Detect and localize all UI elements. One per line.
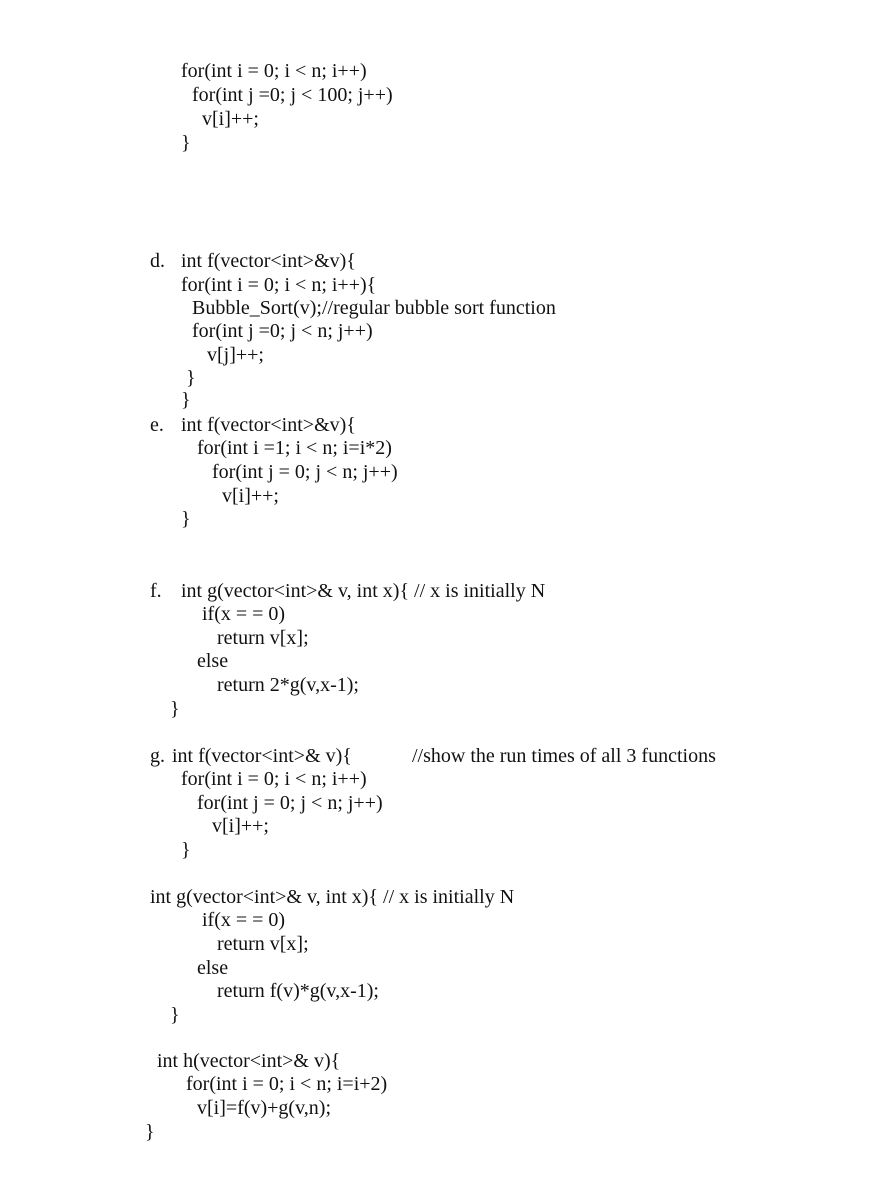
code-line: int f(vector<int>&v){ (181, 414, 356, 436)
code-line: for(int j = 0; j < n; j++) (197, 792, 383, 814)
code-line: v[i]++; (222, 485, 279, 507)
code-line: int f(vector<int>& v){ (172, 745, 352, 767)
code-line: for(int i = 0; i < n; i++) (181, 768, 367, 790)
item-label: f. (150, 580, 162, 602)
code-comment: //show the run times of all 3 functions (412, 745, 716, 767)
code-line: int g(vector<int>& v, int x){ // x is initially N (181, 580, 546, 602)
item-label: g. (150, 745, 165, 767)
code-line: } (145, 1121, 155, 1143)
code-line: for(int i = 0; i < n; i=i+2) (186, 1073, 388, 1095)
code-line: } (181, 132, 191, 154)
code-line: } (170, 1004, 180, 1026)
code-line: } (181, 508, 191, 530)
code-line: return v[x]; (217, 933, 309, 955)
code-line: if(x = = 0) (202, 909, 286, 931)
code-line: if(x = = 0) (202, 603, 286, 625)
item-label: e. (150, 414, 164, 436)
code-line: v[j]++; (207, 344, 264, 366)
code-line: Bubble_Sort(v);//regular bubble sort function (192, 297, 556, 319)
code-line: v[i]++; (212, 815, 269, 837)
code-line: int f(vector<int>&v){ (181, 250, 356, 272)
code-line: for(int i =1; i < n; i=i*2) (197, 437, 392, 459)
item-label: d. (150, 250, 165, 272)
code-line: else (197, 957, 229, 979)
code-line: return v[x]; (217, 627, 309, 649)
code-line: for(int i = 0; i < n; i++){ (181, 274, 377, 296)
code-line: } (181, 839, 191, 861)
code-line: for(int j = 0; j < n; j++) (212, 461, 398, 483)
code-line: return f(v)*g(v,x-1); (217, 980, 379, 1002)
code-line: for(int j =0; j < 100; j++) (192, 84, 393, 106)
code-line: v[i]=f(v)+g(v,n); (197, 1097, 331, 1119)
code-line: int h(vector<int>& v){ (157, 1050, 341, 1072)
code-line: return 2*g(v,x-1); (217, 674, 359, 696)
code-line: else (197, 650, 229, 672)
code-line: int g(vector<int>& v, int x){ // x is initially N (150, 886, 515, 908)
code-line: v[i]++; (202, 108, 259, 130)
code-line: } (181, 389, 191, 411)
code-line: for(int i = 0; i < n; i++) (181, 60, 367, 82)
code-line: } (186, 367, 196, 389)
code-line: } (170, 698, 180, 720)
code-line: for(int j =0; j < n; j++) (192, 320, 373, 342)
